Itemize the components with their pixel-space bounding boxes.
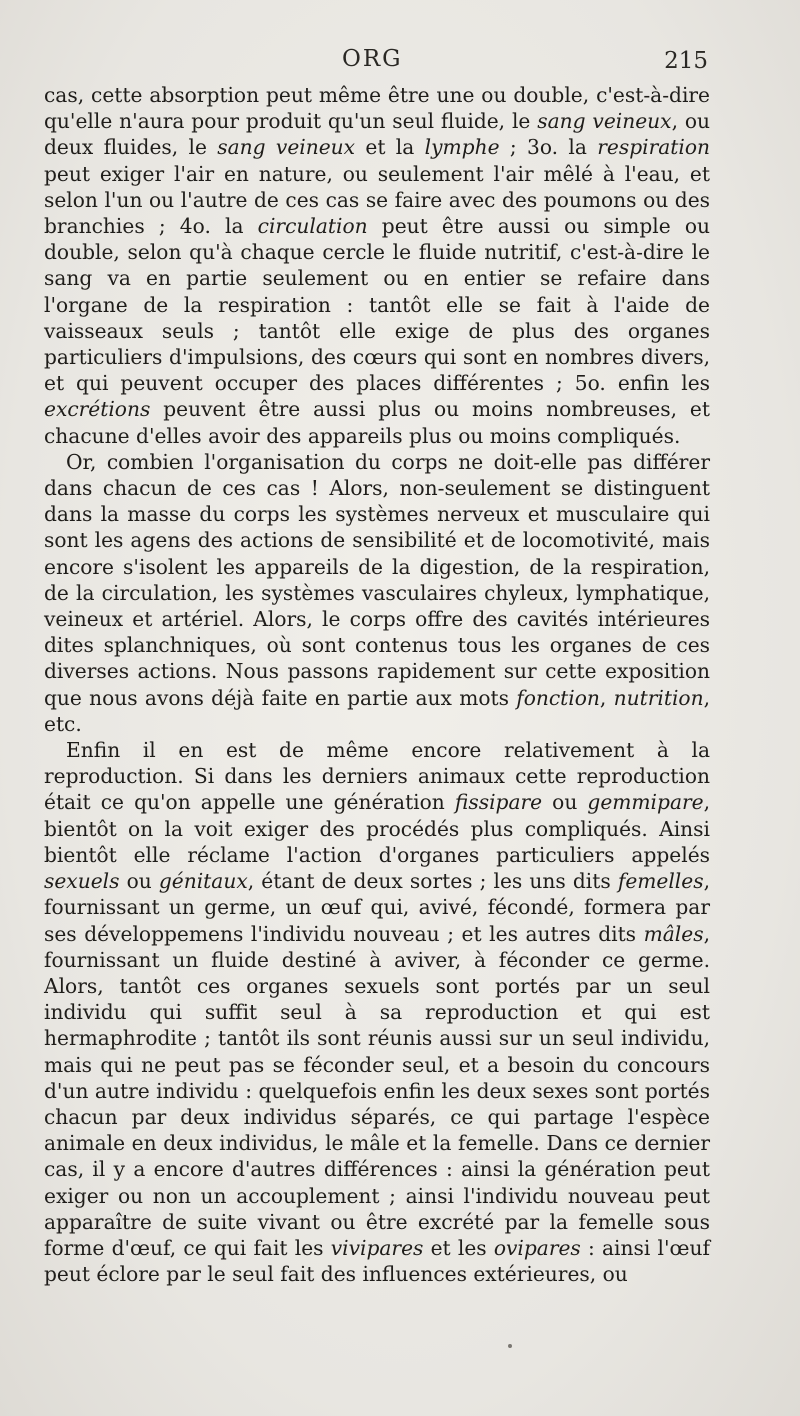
italic-term: sexuels [44,869,120,894]
text-run: ou [119,869,159,894]
italic-term: génitaux [158,869,248,894]
text-run: et la [355,135,425,160]
italic-term: fonction [516,685,600,710]
text-run: , [599,685,614,710]
text-run: , bientôt on la voit exiger des procédés plus compliqués. Ainsi bientôt elle réclame l'action d'organes particuliers appelés [44,790,710,867]
italic-term: circulation [257,214,368,239]
italic-term: sang veineux [537,109,672,134]
body-text [44,82,710,1287]
text-run: , fournissant un germe, un œuf qui, avivé, fécondé, formera par ses développemens l'individu nouveau ; et les autres dits [44,869,710,946]
italic-term: respiration [597,135,710,160]
page-number: 215 [664,48,708,74]
text-run: , ou deux fluides, le [44,109,710,160]
paragraph-1 [44,82,710,449]
text-run: Enfin il en est de même encore relativement à la reproduction. Si dans les derniers animaux cette reproduction était ce qu'on appelle une génération [44,738,710,815]
text-run: cas, cette absorption peut même être une ou double, c'est-à-dire qu'elle n'aura pour produit qu'un seul fluide, le [44,83,710,134]
text-run: peut exiger l'air en nature, ou seulement l'air mêlé à l'eau, et selon l'un ou l'autre de ces cas se faire avec des poumons ou des branchies ; 4o. la [44,161,710,239]
text-run: , fournissant un fluide destiné à aviver, à féconder ce germe. Alors, tantôt ces organes sexuels sont portés par un seul individu qui suffit seul à sa reproduction et qui est hermaphrodite ; tantôt ils sont réunis aussi sur un seul individu, mais qui ne peut pas se féconder seul, et a besoin du concours d'un autre individu : quelquefois enfin les deux sexes sont portés chacun par deux individus séparés, ce qui partage l'espèce animale en deux individus, le mâle et la femelle. Dans ce dernier cas, il y a encore d'autres différences : ainsi la génération peut exiger ou non un accouplement ; ainsi l'individu nouveau peut apparaître de suite vivant ou être excrété par la femelle sous forme d'œuf, ce qui fait les [44,921,710,1260]
paper-speck [508,1344,512,1348]
italic-term: gemmipare [587,790,704,815]
italic-term: lymphe [424,135,500,160]
text-run: Or, combien l'organisation du corps ne doit-elle pas différer dans chacun de ces cas ! Alors, non-seulement se distinguent dans la masse du corps les systèmes nerveux et musculaire qui sont les agens des actions de sensibilité et de locomotivité, mais encore s'isolent les appareils de la digestion, de la respiration, de la circulation, les systèmes vasculaires chyleux, lymphatique, veineux et artériel. Alors, le corps offre des cavités intérieures dites splanchniques, où sont contenus tous les organes de ces diverses actions. Nous passons rapidement sur cette exposition que nous avons déjà faite en partie aux mots [44,449,710,710]
text-run: : ainsi l'œuf peut éclore par le seul fait des influences extérieures, ou [44,1235,710,1287]
running-head: ORG [342,46,403,72]
italic-term: nutrition [613,685,704,710]
text-run: , etc. [44,685,710,736]
text-run: peut être aussi ou simple ou double, selon qu'à chaque cercle le fluide nutritif, c'est-à-dire le sang va en partie seulement ou en entier se refaire dans l'organe de la respiration : tantôt elle se fait à l'aide de vaisseaux seuls ; tantôt elle exige de plus des organes particuliers d'impulsions, des cœurs qui sont en nombres divers, et qui peuvent occuper des places différentes ; 5o. enfin les [44,214,711,396]
italic-term: ovipares [493,1235,581,1260]
text-run: , étant de deux sortes ; les uns dits [247,869,618,894]
italic-term: femelles [617,869,704,894]
italic-term: excrétions [44,397,151,422]
page-header [0,44,800,84]
italic-term: sang veineux [217,135,356,160]
paragraph-2 [44,449,710,737]
text-run: peuvent être aussi plus ou moins nombreuses, et chacune d'elles avoir des appareils plus ou moins compliqués. [44,397,710,448]
italic-term: fissipare [454,790,543,815]
italic-term: vivipares [330,1235,424,1260]
paragraph-3 [44,737,710,1287]
text-run: ou [542,790,588,815]
text-run: et les [423,1235,494,1260]
italic-term: mâles [643,921,704,946]
text-run: ; 3o. la [499,135,598,160]
